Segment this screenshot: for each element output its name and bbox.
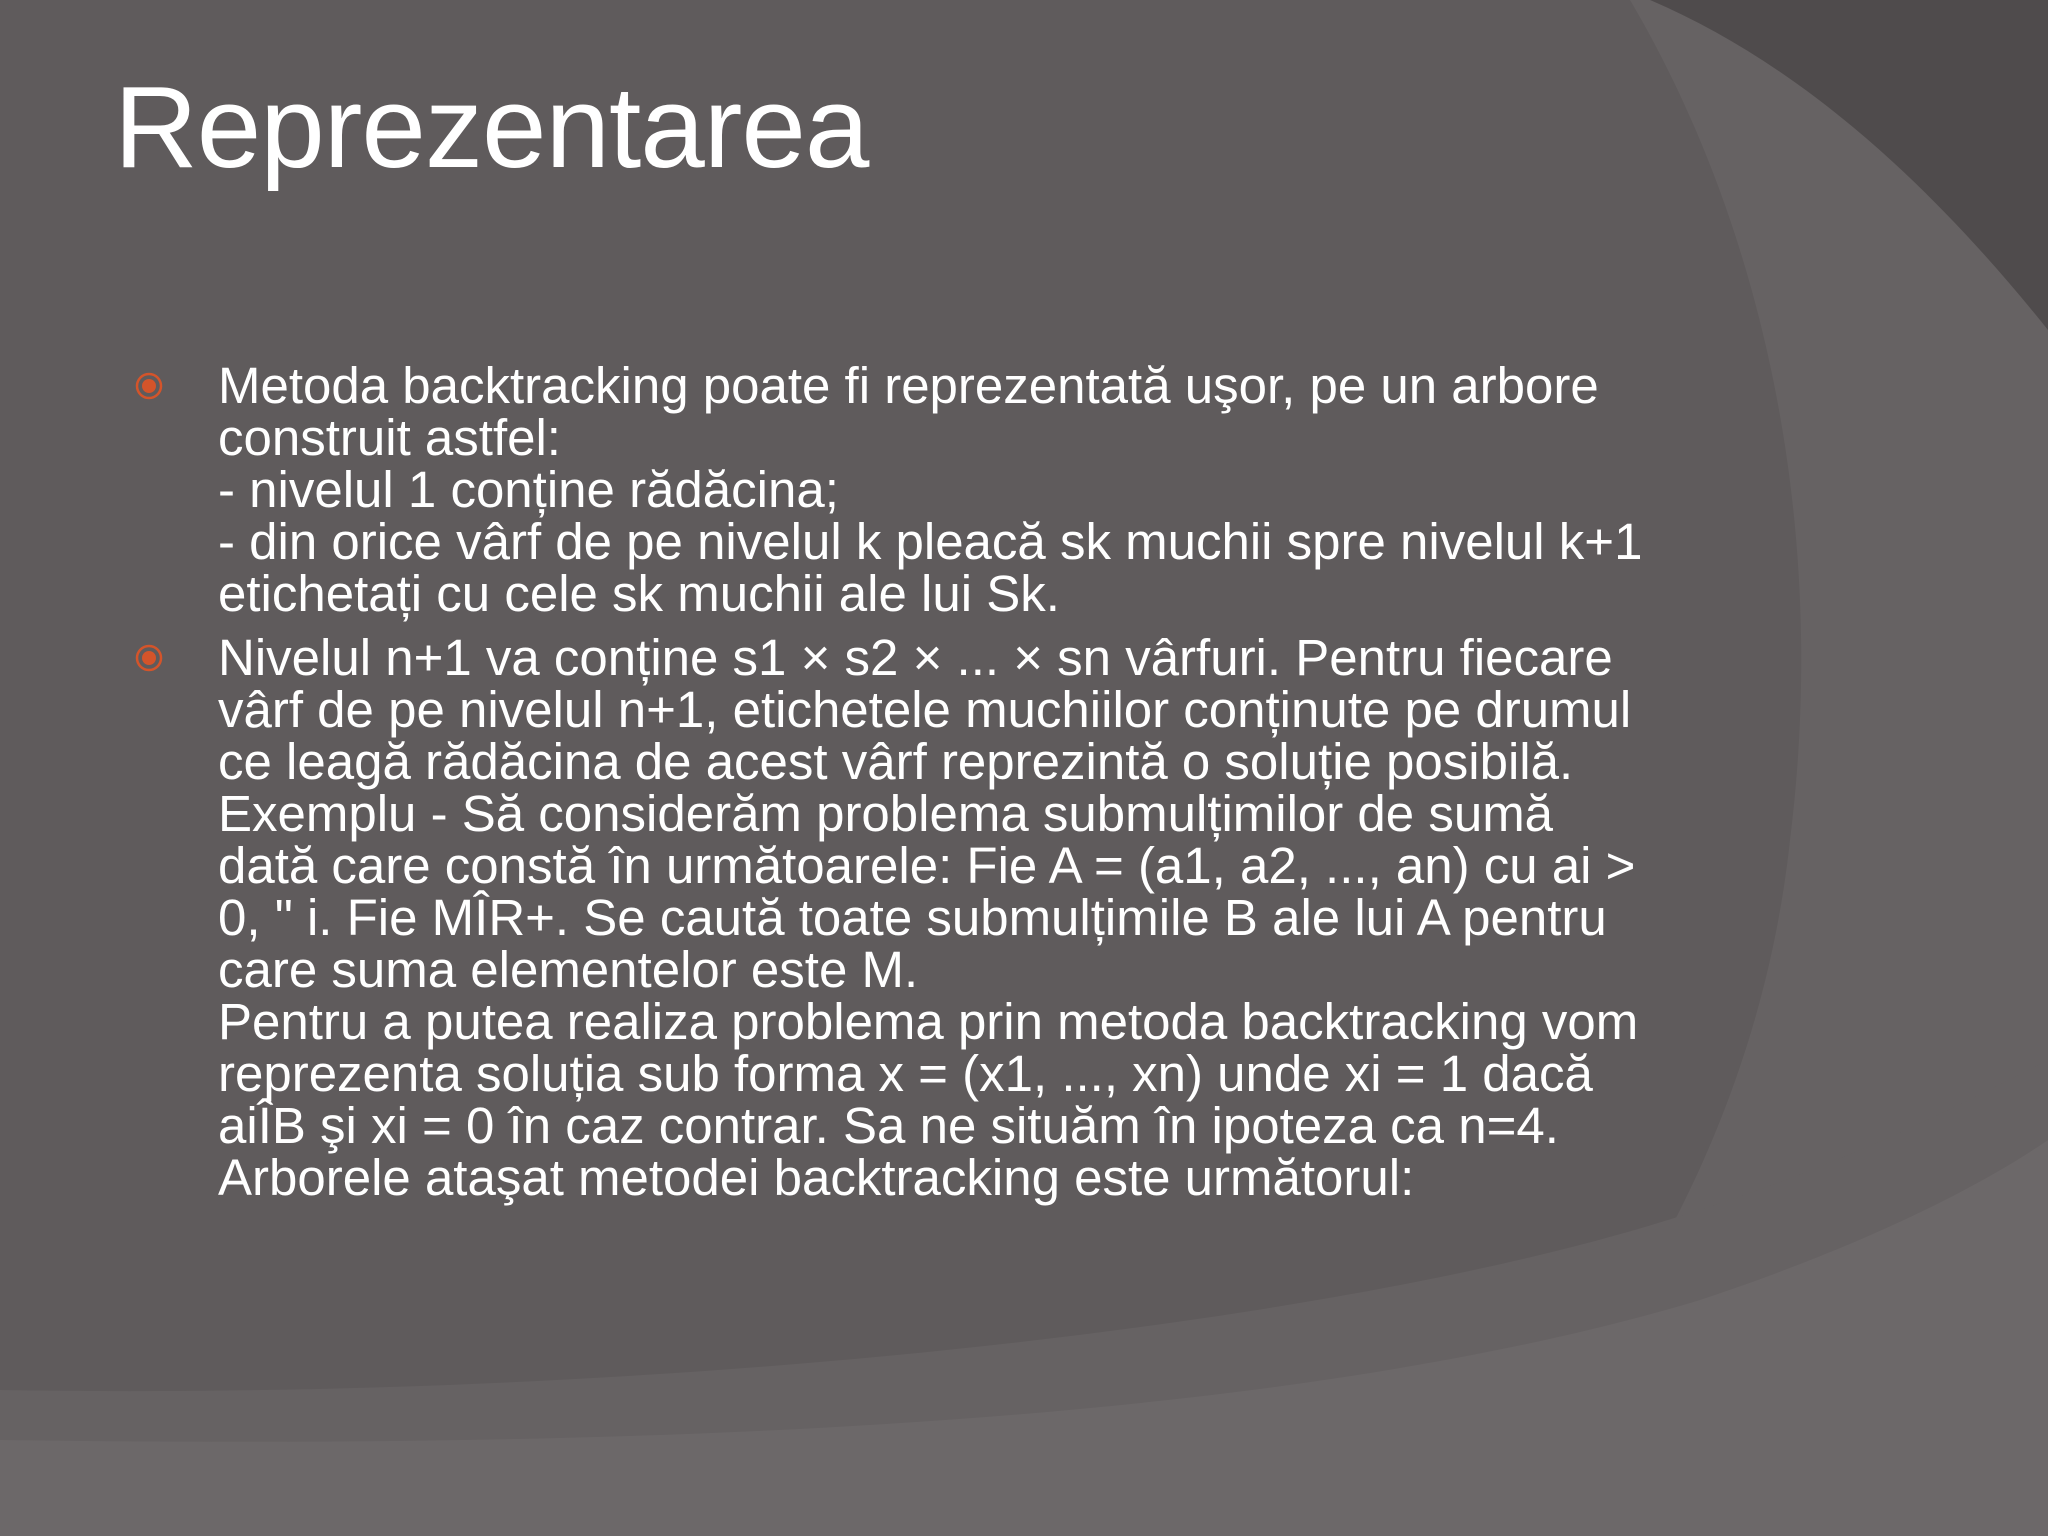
text-line: Arborele ataşat metodei backtracking este următorul:: [218, 1149, 1415, 1206]
text-line: construit astfel:: [218, 409, 561, 466]
target-bullet-icon: [134, 643, 164, 673]
text-line: - nivelul 1 conține rădăcina;: [218, 461, 839, 518]
text-line: Nivelul n+1 va conține s1 × s2 × ... × sn vârfuri. Pentru fiecare: [218, 629, 1613, 686]
text-line: aiÎB şi xi = 0 în caz contrar. Sa ne situăm în ipoteza ca n=4.: [218, 1097, 1559, 1154]
text-line: 0, " i. Fie MÎR+. Se caută toate submulțimile B ale lui A pentru: [218, 889, 1607, 946]
text-line: dată care constă în următoarele: Fie A = (a1, a2, ..., an) cu ai >: [218, 837, 1636, 894]
text-line: vârf de pe nivelul n+1, etichetele muchiilor conținute pe drumul: [218, 681, 1632, 738]
slide-content: [134, 357, 1754, 1216]
text-line: ce leagă rădăcina de acest vârf reprezintă o soluție posibilă.: [218, 733, 1574, 790]
text-line: etichetați cu cele sk muchii ale lui Sk.: [218, 565, 1060, 622]
bullet-item: [134, 629, 1754, 1206]
text-line: Pentru a putea realiza problema prin metoda backtracking vom: [218, 993, 1639, 1050]
slide-title: Reprezentarea: [114, 62, 869, 192]
text-line: reprezenta soluția sub forma x = (x1, ..., xn) unde xi = 1 dacă: [218, 1045, 1593, 1102]
text-line: Exemplu - Să considerăm problema submulțimilor de sumă: [218, 785, 1554, 842]
target-bullet-icon: [134, 371, 164, 401]
text-line: Metoda backtracking poate fi reprezentată uşor, pe un arbore: [218, 357, 1599, 414]
text-line: care suma elementelor este M.: [218, 941, 919, 998]
bullet-item: [134, 357, 1754, 622]
text-line: - din orice vârf de pe nivelul k pleacă sk muchii spre nivelul k+1: [218, 513, 1643, 570]
